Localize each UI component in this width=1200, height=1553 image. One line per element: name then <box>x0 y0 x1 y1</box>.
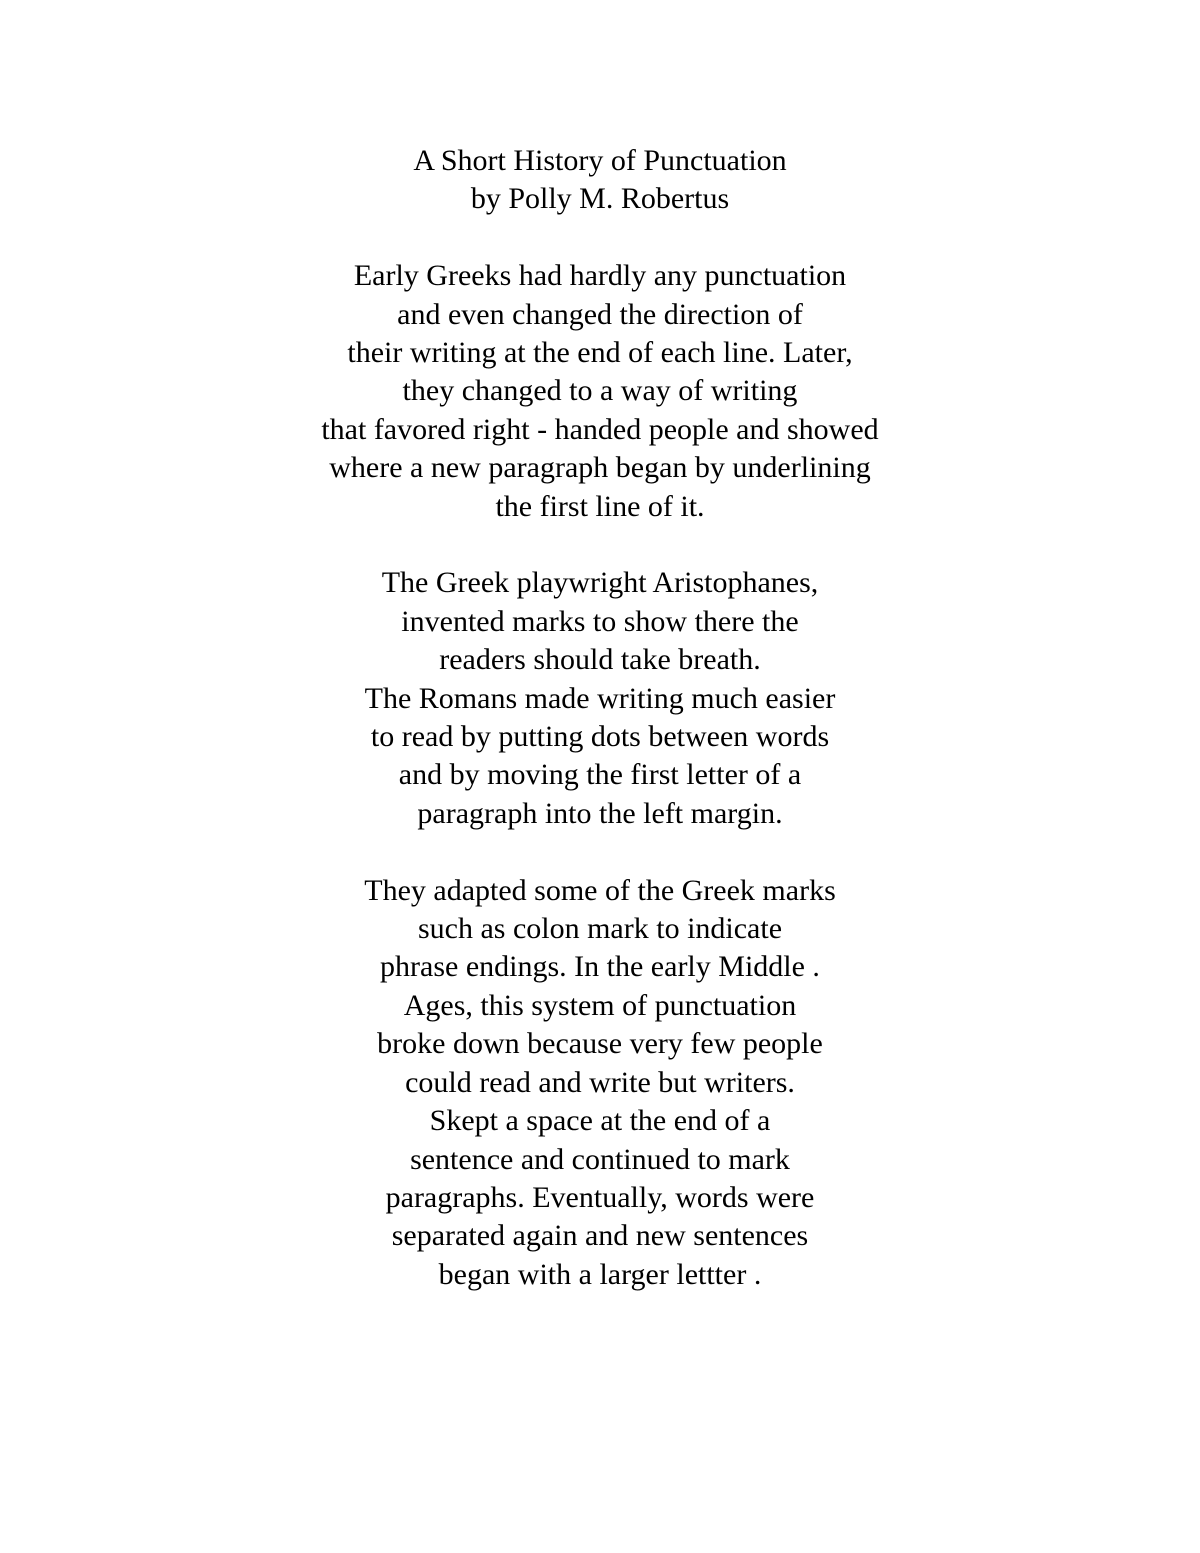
stanza-gap <box>0 833 1200 871</box>
stanza-gap <box>0 219 1200 257</box>
stanza-1 <box>0 257 1200 526</box>
document-byline: by Polly M. Robertus <box>470 182 730 216</box>
text-line: they changed to a way of writing <box>402 374 798 408</box>
text-line: and even changed the direction of <box>397 297 803 331</box>
title-block <box>0 142 1200 219</box>
text-line: paragraph into the left margin. <box>417 796 783 830</box>
text-line: sentence and continued to mark <box>410 1142 790 1176</box>
text-line: and by moving the first letter of a <box>398 758 802 792</box>
text-line: The Romans made writing much easier <box>364 681 836 715</box>
text-line: could read and write but writers. <box>405 1065 795 1099</box>
text-line: that favored right - handed people and showed <box>321 412 879 446</box>
text-line: paragraphs. Eventually, words were <box>385 1180 815 1214</box>
text-line: Ages, this system of punctuation <box>403 988 797 1022</box>
text-line: Early Greeks had hardly any punctuation <box>353 259 847 293</box>
text-line: The Greek playwright Aristophanes, <box>381 566 819 600</box>
text-line: their writing at the end of each line. Later, <box>347 336 853 370</box>
document-title: A Short History of Punctuation <box>413 144 787 177</box>
text-line: the first line of it. <box>495 489 705 523</box>
text-line: to read by putting dots between words <box>370 720 830 754</box>
text-line: invented marks to show there the <box>401 604 799 638</box>
text-line: readers should take breath. <box>439 643 761 677</box>
text-line: phrase endings. In the early Middle . <box>380 950 820 984</box>
text-line: separated again and new sentences <box>391 1219 809 1253</box>
stanza-3 <box>0 872 1200 1294</box>
text-line: Skept a space at the end of a <box>429 1104 771 1138</box>
text-line: began with a larger lettter . <box>438 1257 762 1291</box>
text-line: broke down because very few people <box>377 1027 823 1061</box>
text-line: They adapted some of the Greek marks <box>364 873 836 907</box>
stanza-gap <box>0 526 1200 564</box>
stanza-2 <box>0 564 1200 833</box>
poem-body <box>0 142 1200 1294</box>
text-line: where a new paragraph began by underlining <box>329 451 871 485</box>
text-line: such as colon mark to indicate <box>417 912 783 946</box>
